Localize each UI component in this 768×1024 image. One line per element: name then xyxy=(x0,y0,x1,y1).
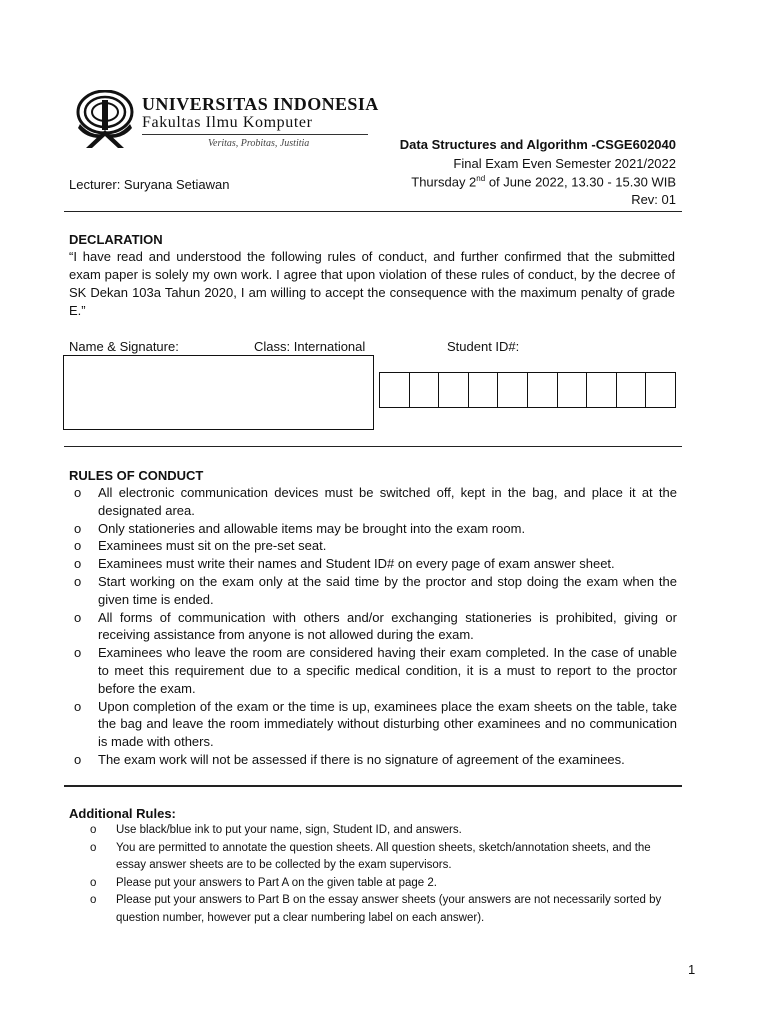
rule-item: o Upon completion of the exam or the time is up, examinees place the exam sheets on the table, take the bag and leave the room immediately without disturbing other examinees and no communication is made with others. xyxy=(74,698,677,750)
rule-item: o All electronic communication devices must be switched off, kept in the bag, and place it at the designated area. xyxy=(74,485,677,518)
course-title: Data Structures and Algorithm -CSGE602040 xyxy=(399,137,676,152)
university-logo-icon xyxy=(76,90,134,152)
rules-list xyxy=(69,484,677,769)
class-label: Class: International xyxy=(254,339,366,354)
additional-rule-item: o Please put your answers to Part B on the essay answer sheets (your answers are not necessarily sorted by question number, however put a clear numbering label on each answer). xyxy=(90,894,662,924)
student-id-grid[interactable] xyxy=(379,372,676,408)
rule-item: o All forms of communication with others and/or exchanging stationeries is prohibited, giving or receiving assistance from anyone is not allowed during the exam. xyxy=(74,609,677,643)
additional-rule-item: o Please put your answers to Part A on the given table at page 2. xyxy=(90,876,437,889)
page-number: 1 xyxy=(688,962,696,977)
university-name: UNIVERSITAS INDONESIA xyxy=(142,94,379,114)
student-id-cell[interactable] xyxy=(558,373,588,407)
rule-item: o Examinees who leave the room are considered having their exam completed. In the case of unable to meet this requirement due to a specific medical condition, it is a must to report to the proctor before the exam. xyxy=(74,645,677,696)
name-signature-label: Name & Signature: xyxy=(69,339,179,354)
student-id-cell[interactable] xyxy=(380,373,410,407)
declaration-title: DECLARATION xyxy=(69,232,163,247)
signature-box[interactable] xyxy=(63,355,374,430)
rules-title: RULES OF CONDUCT xyxy=(69,468,204,483)
faculty-name: Fakultas Ilmu Komputer xyxy=(142,114,313,131)
rule-item: o Examinees must write their names and Student ID# on every page of exam answer sheet. xyxy=(74,556,615,572)
additional-rules-title: Additional Rules: xyxy=(69,806,176,821)
student-id-cell[interactable] xyxy=(528,373,558,407)
student-id-cell[interactable] xyxy=(469,373,499,407)
additional-rule-item: o You are permitted to annotate the question sheets. All question sheets, sketch/annotation sheets, and the essay answer sheets are to be collected by the exam supervisors. xyxy=(90,841,651,872)
additional-rule-item: o Use black/blue ink to put your name, sign, Student ID, and answers. xyxy=(90,824,462,836)
declaration-text: “I have read and understood the following rules of conduct, and further confirmed that the submitted exam paper is solely my own work. I agree that upon violation of these rules of conduct, by the decree of SK Dekan 103a Tahun 2020, I am willing to accept the consequence with the maximum penalty of grade E.” xyxy=(69,249,675,318)
student-id-cell[interactable] xyxy=(587,373,617,407)
student-id-label: Student ID#: xyxy=(447,339,520,354)
lecturer: Lecturer: Suryana Setiawan xyxy=(69,177,230,192)
student-id-cell[interactable] xyxy=(439,373,469,407)
logo-divider xyxy=(142,134,368,135)
additional-rules-list xyxy=(85,822,675,928)
exam-date: Thursday 2nd of June 2022, 13.30 - 15.30 WIB xyxy=(411,174,676,190)
header-divider xyxy=(64,211,682,212)
rule-item: o Start working on the exam only at the said time by the proctor and stop doing the exam when the given time is ended. xyxy=(74,573,677,607)
university-motto: Veritas, Probitas, Justitia xyxy=(208,138,310,149)
student-id-cell[interactable] xyxy=(646,373,675,407)
exam-title: Final Exam Even Semester 2021/2022 xyxy=(453,156,676,171)
student-id-cell[interactable] xyxy=(617,373,647,407)
rule-item: o Only stationeries and allowable items may be brought into the exam room. xyxy=(74,520,526,536)
declaration-divider xyxy=(64,446,682,447)
rule-item: o Examinees must sit on the pre-set seat. xyxy=(74,538,327,554)
rule-item: o The exam work will not be assessed if there is no signature of agreement of the examinees. xyxy=(74,751,625,767)
revision: Rev: 01 xyxy=(631,192,676,207)
student-id-cell[interactable] xyxy=(410,373,440,407)
rules-divider xyxy=(64,785,682,787)
student-id-cell[interactable] xyxy=(498,373,528,407)
